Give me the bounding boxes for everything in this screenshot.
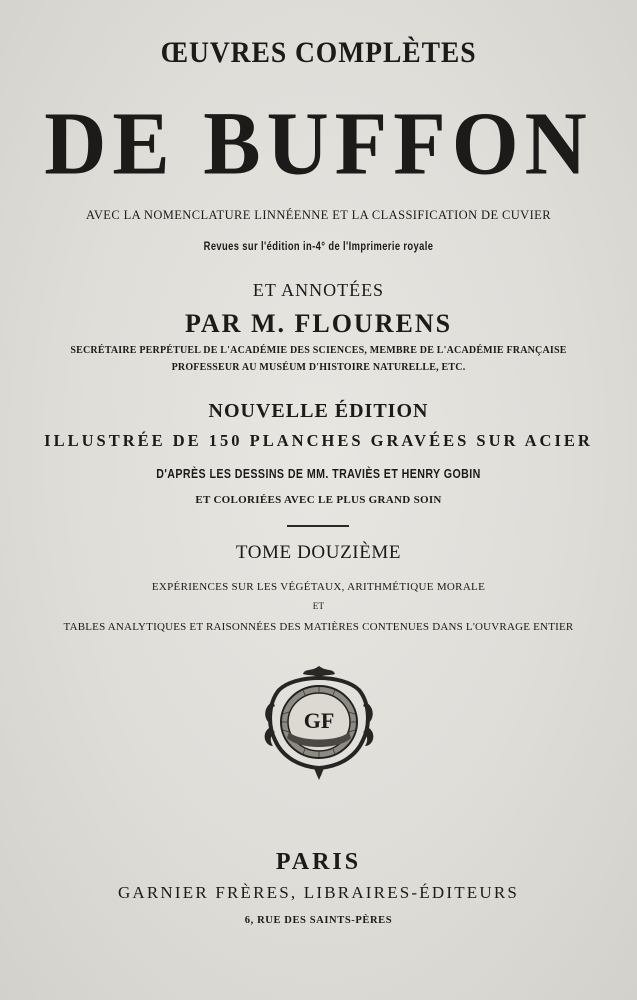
contents-line-1: EXPÉRIENCES SUR LES VÉGÉTAUX, ARITHMÉTIQUE MORALE (151, 581, 486, 593)
artists-line: D'APRÈS LES DESSINS DE MM. TRAVIÈS ET HENRY GOBIN (156, 466, 481, 481)
contents-line-2: TABLES ANALYTIQUES ET RAISONNÉES DES MATIÈRES CONTENUES DANS L'OUVRAGE ENTIER (63, 621, 574, 633)
emblem-monogram: GF (303, 708, 335, 733)
address-line: 6, RUE DES SAINTS-PÈRES (244, 915, 393, 926)
coloring-line: ET COLORIÉES AVEC LE PLUS GRAND SOIN (195, 494, 442, 506)
divider-rule (287, 525, 349, 527)
editor-title-1: SECRÉTAIRE PERPÉTUEL DE L'ACADÉMIE DES SCIENCES, MEMBRE DE L'ACADÉMIE FRANÇAISE (70, 345, 567, 356)
illustration-line: ILLUSTRÉE DE 150 PLANCHES GRAVÉES SUR ACIER (44, 431, 593, 450)
volume-title: TOME DOUZIÈME (235, 542, 402, 563)
revision-line: Revues sur l'édition in-4° de l'Imprimerie royale (203, 239, 434, 253)
nomenclature-line: AVEC LA NOMENCLATURE LINNÉENNE ET LA CLASSIFICATION DE CUVIER (86, 208, 551, 222)
edition-line: NOUVELLE ÉDITION (208, 400, 429, 422)
editor-title-2: PROFESSEUR AU MUSÉUM D'HISTOIRE NATURELLE, ETC. (171, 362, 466, 373)
main-title: DE BUFFON (44, 92, 593, 194)
annotated-line: ET ANNOTÉES (252, 280, 385, 300)
city-line: PARIS (275, 849, 362, 875)
series-title: ŒUVRES COMPLÈTES (160, 36, 477, 69)
editor-name: PAR M. FLOURENS (184, 309, 453, 338)
publisher-emblem-icon (259, 662, 379, 784)
contents-conjunction: ET (312, 601, 325, 611)
publisher-line: GARNIER FRÈRES, LIBRAIRES-ÉDITEURS (117, 883, 520, 902)
